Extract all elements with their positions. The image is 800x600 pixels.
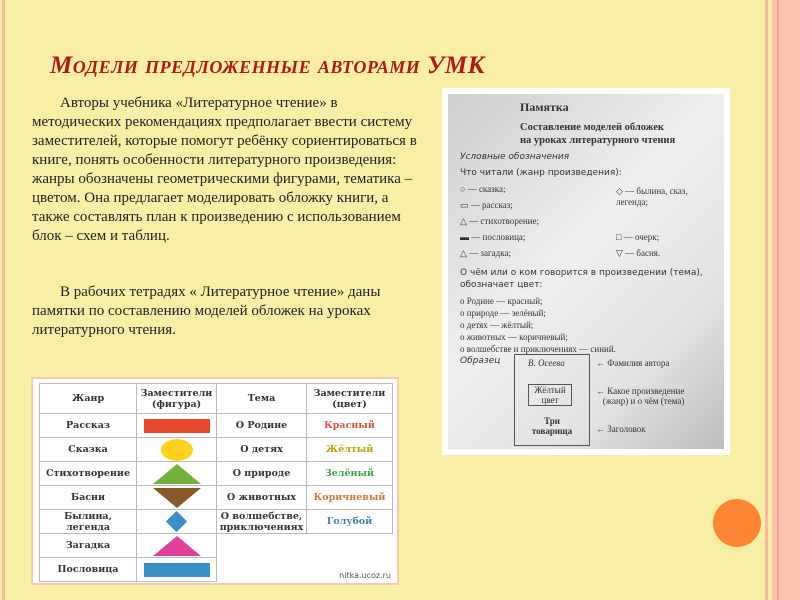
memo-theme-question-1: О чём или о ком говорится в произведении (тема), (460, 268, 703, 278)
triangle-down-shape-icon (139, 488, 214, 508)
theme-cell: О детях (217, 438, 307, 462)
substitutes-table (39, 383, 393, 582)
genre-cell: Былина, легенда (40, 510, 137, 534)
sample-author: В. Осеева (528, 358, 565, 368)
rectangle-outline-icon: ▭ (460, 200, 471, 210)
memo-subtitle-1: Составление моделей обложек (520, 122, 664, 133)
memo-legend-title: Условные обозначения (460, 152, 570, 162)
color-cell: Жёлтый (307, 438, 393, 462)
shape-cell (137, 462, 217, 486)
shape-cell (137, 438, 217, 462)
triangle-down-outline-icon: ▽ (616, 248, 626, 258)
triangle-shape-icon (139, 536, 214, 556)
memo-genre-2: ▭ — рассказ; (460, 200, 513, 210)
arrow-genre: ← Какое произведение (жанр) и о чём (тема) (596, 386, 685, 406)
memo-heading: Памятка (520, 100, 569, 114)
memo-genre-6: ◇ — былина, сказ, легенда; (616, 186, 688, 207)
square-outline-icon: □ (616, 232, 624, 242)
slide-title: Модели предложенные авторами УМК (50, 52, 486, 79)
rectangle-shape-icon (139, 419, 214, 433)
header-color: Заместители (цвет) (307, 384, 393, 414)
table-row (40, 486, 393, 510)
arrow-left-icon: ← (596, 424, 605, 434)
circle-shape-icon (139, 439, 214, 461)
table-row (40, 510, 393, 534)
shape-cell (137, 414, 217, 438)
theme-cell: О Родине (217, 414, 307, 438)
watermark: nitka.ucoz.ru (339, 571, 391, 580)
memo-genre-8: ▽ — басня. (616, 248, 661, 258)
genre-cell: Сказка (40, 438, 137, 462)
shape-cell (137, 486, 217, 510)
table-header-row (40, 384, 393, 414)
arrow-left-icon: ← (596, 358, 605, 368)
triangle-question-icon: △ (460, 248, 470, 258)
flat-rectangle-icon: ▬ (460, 232, 472, 242)
color-cell: Зелёный (307, 462, 393, 486)
table-row (40, 414, 393, 438)
genre-cell: Стихотворение (40, 462, 137, 486)
memo-document (448, 94, 724, 449)
theme-cell: О волшебстве, приключениях (217, 510, 307, 534)
shape-cell (137, 534, 217, 558)
diamond-outline-icon: ◇ (616, 186, 626, 196)
theme-cell (217, 558, 307, 582)
memo-genre-5: △ — загадка; (460, 248, 511, 258)
arrow-title: ← Заголовок (596, 424, 646, 434)
memo-genre-3: △ — стихотворение; (460, 216, 539, 226)
color-cell: Голубой (307, 510, 393, 534)
memo-genre-question: Что читали (жанр произведения): (460, 168, 622, 178)
arrow-left-icon: ← (596, 386, 605, 396)
header-theme: Тема (217, 384, 307, 414)
paragraph-1: Авторы учебника «Литературное чтение» в методических рекомендациях предполагает ввести систему заместителей, которые помогут ребёнку сориентироваться в книге, понять особенности литературного произведения: жанры обозначены геометрическими фигурами, тематика – цветом. Она предлагает моделировать обложку книги, а также составлять план к произведению с использованием блок – схем и таблиц. (32, 95, 417, 244)
theme-cell: О природе (217, 462, 307, 486)
memo-genre-1: ○ — сказка; (460, 184, 506, 194)
theme-cell (217, 534, 307, 558)
memo-photo (442, 88, 730, 455)
triangle-outline-icon: △ (460, 216, 470, 226)
memo-genre-7: □ — очерк; (616, 232, 660, 242)
arrow-author: ← Фамилия автора (596, 358, 670, 368)
table-row (40, 438, 393, 462)
genre-cell: Пословица (40, 558, 137, 582)
left-border-stripe (2, 0, 5, 600)
memo-subtitle-2: на уроках литературного чтения (520, 135, 676, 146)
header-genre: Жанр (40, 384, 137, 414)
memo-theme-1: о Родине — красный; (460, 296, 543, 306)
circle-outline-icon: ○ (460, 184, 468, 194)
paragraph-2: В рабочих тетрадях « Литературное чтение» даны памятки по составлению моделей обложек на уроках литературного чтения. (32, 284, 381, 338)
triangle-shape-icon (139, 464, 214, 484)
decorative-orange-circle (713, 499, 761, 547)
genre-cell: Басни (40, 486, 137, 510)
diamond-shape-icon (139, 514, 214, 529)
table-row (40, 534, 393, 558)
memo-theme-5: о волшебстве и приключениях — синий. (460, 344, 616, 354)
color-cell: Коричневый (307, 486, 393, 510)
memo-theme-3: о детях — жёлтый; (460, 320, 534, 330)
memo-sample-label: Образец (460, 356, 501, 366)
shape-cell (137, 558, 217, 582)
genre-cell: Загадка (40, 534, 137, 558)
color-cell: Красный (307, 414, 393, 438)
table-row (40, 462, 393, 486)
header-shape: Заместители (фигура) (137, 384, 217, 414)
shape-cell (137, 510, 217, 534)
theme-cell: О животных (217, 486, 307, 510)
memo-theme-question-2: обозначает цвет: (460, 280, 543, 290)
memo-theme-2: о природе — зелёный; (460, 308, 546, 318)
color-cell (307, 534, 393, 558)
memo-genre-4: ▬ — пословица; (460, 232, 526, 242)
rectangle-shape-icon (139, 563, 214, 577)
sample-title: Три товарища (531, 416, 573, 436)
sample-color-box: Жёлтый цвет (528, 384, 572, 406)
substitutes-table-image (31, 377, 399, 585)
right-border-stripes (765, 0, 800, 600)
genre-cell: Рассказ (40, 414, 137, 438)
memo-theme-4: о животных — коричневый; (460, 332, 568, 342)
